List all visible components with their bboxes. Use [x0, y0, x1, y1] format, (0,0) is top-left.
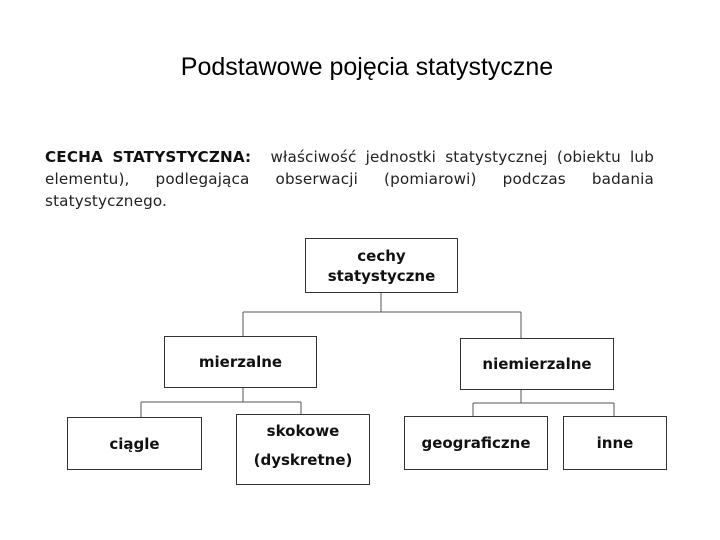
slide-title: Podstawowe pojęcia statystyczne: [180, 53, 554, 81]
box-statistical-features: [305, 238, 458, 293]
box-discrete: [236, 414, 370, 485]
box-measurable: [164, 336, 317, 388]
box-measurable-label: mierzalne: [198, 353, 283, 371]
box-other: [563, 416, 667, 470]
box-discrete-line2: (dyskretne): [253, 451, 353, 469]
definition-term: CECHA STATYSTYCZNA: [45, 148, 246, 166]
box-non-measurable: [460, 338, 614, 390]
box-continuous: [67, 417, 202, 470]
box-non-measurable-label: niemierzalne: [482, 355, 592, 373]
definition-colon: :: [245, 148, 252, 166]
box-statistical-features-line2: statystyczne: [327, 266, 436, 285]
box-discrete-line1: skokowe: [266, 422, 340, 440]
definition-text: właściwość jednostki statystycznej (obiektu lub elementu), podlegająca obserwacji (pomiarowi) podczas badania statystycznego.: [45, 148, 654, 210]
box-other-label: inne: [596, 434, 634, 452]
box-geographic-label: geograficzne: [421, 434, 531, 452]
box-geographic: [404, 416, 548, 470]
box-continuous-label: ciągle: [109, 434, 160, 453]
box-statistical-features-line1: cechy: [357, 246, 406, 265]
